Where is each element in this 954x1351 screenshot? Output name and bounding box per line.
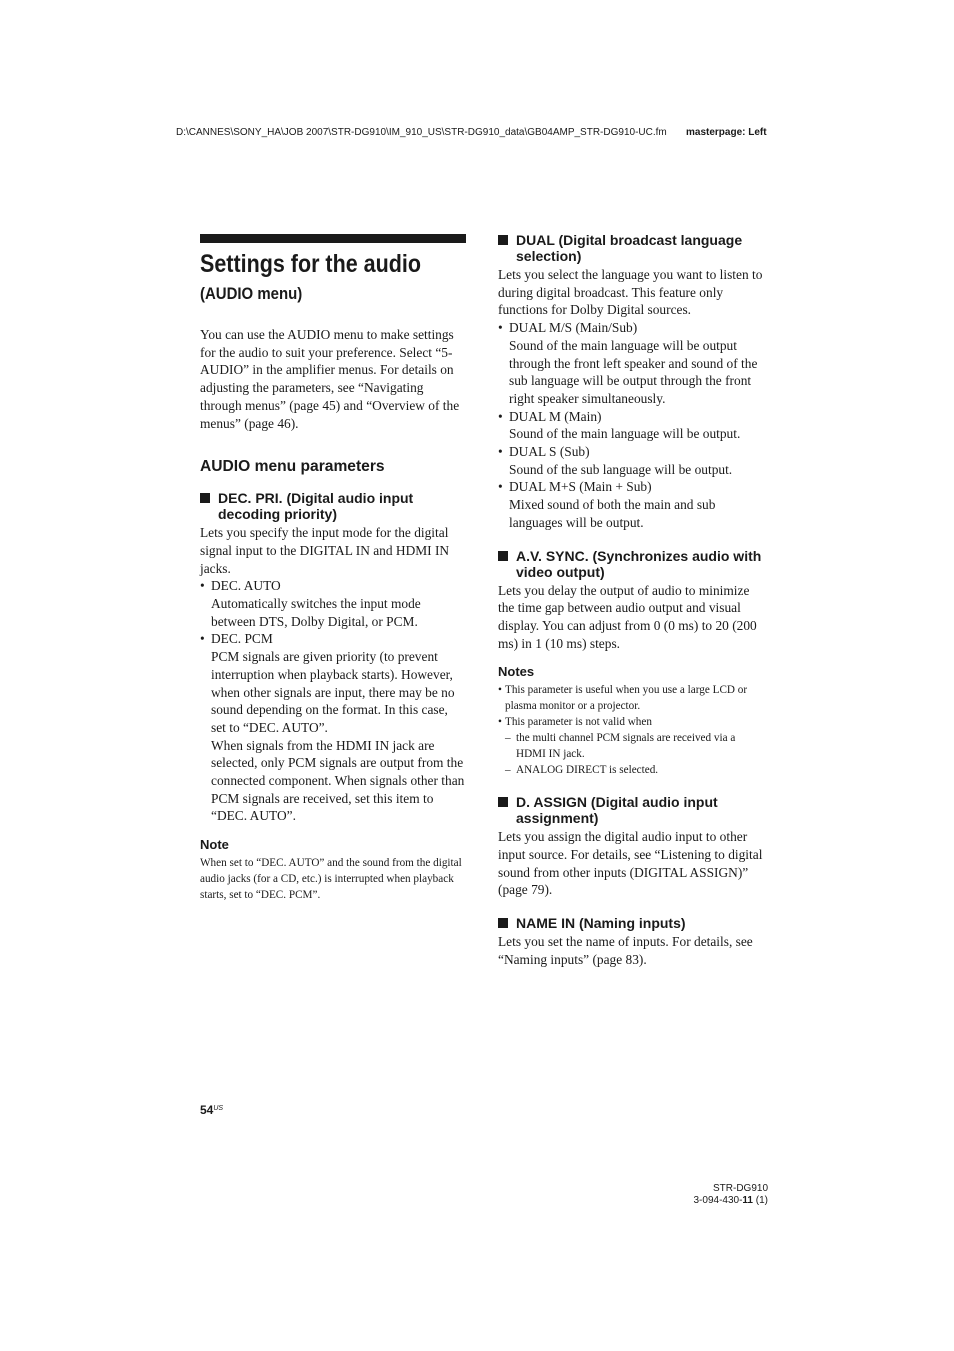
list-item <box>498 714 764 730</box>
bullet-icon: • <box>498 444 503 460</box>
dash-icon: – <box>505 732 511 745</box>
section-heading: AUDIO menu parameters <box>200 458 385 476</box>
code-prefix: 3-094-430- <box>693 1195 743 1206</box>
param-heading-dec-pri <box>200 490 466 522</box>
option-desc: PCM signals are given priority (to prevent interruption when playback starts). However, when other signals are input, there may be no sound depending on the format. In this case, set to “DEC. AUTO”. <box>211 649 455 735</box>
note-text: This parameter is useful when you use a large LCD or plasma monitor or a projector. <box>505 684 748 713</box>
param-body: Lets you specify the input mode for the digital signal input to the DIGITAL IN and HDMI IN jacks. <box>200 525 450 576</box>
bullet-icon: • <box>498 684 502 697</box>
code-bold: 11 <box>742 1195 753 1206</box>
list-item <box>498 319 764 408</box>
param-heading-text: DUAL (Digital broadcast language selection) <box>516 232 743 264</box>
square-bullet-icon <box>498 235 508 245</box>
option-desc: Mixed sound of both the main and sub languages will be output. <box>509 497 716 530</box>
square-bullet-icon <box>498 797 508 807</box>
list-item <box>498 443 764 478</box>
param-heading-text: A.V. SYNC. (Synchronizes audio with video output) <box>516 547 762 580</box>
param-heading-dual <box>498 232 764 264</box>
sub-notes-list <box>498 730 764 778</box>
note-text: ANALOG DIRECT is selected. <box>516 764 659 777</box>
param-body: Lets you select the language you want to listen to during digital broadcast. This feature only functions for Dolby Digital sources. <box>498 267 763 318</box>
option-desc: When signals from the HDMI IN jack are selected, only PCM signals are output from the connected component. When signals other than PCM signals are received, set this item to “DEC. AUTO”. <box>211 737 465 824</box>
param-body: Lets you delay the output of audio to minimize the time gap between audio output and visual display. You can adjust from 0 (0 ms) to 20 (200 ms) in 1 (10 ms) steps. <box>498 582 757 651</box>
masterpage-label: masterpage: Left <box>686 127 767 138</box>
page-number-value: 54 <box>200 1103 214 1117</box>
note-text: This parameter is not valid when <box>505 716 652 729</box>
model-name: STR-DG910 <box>712 1183 768 1194</box>
bullet-icon: • <box>498 320 503 336</box>
option-label: DEC. PCM <box>211 631 273 647</box>
square-bullet-icon <box>498 918 508 928</box>
page-subtitle: (AUDIO menu) <box>200 284 303 303</box>
bullet-icon: • <box>498 716 502 729</box>
intro-paragraph: You can use the AUDIO menu to make settings for the audio to suit your preference. Select “5-AUDIO” in the amplifier menus. For details on adjusting the parameters, see “Navigating through menus” (page 45) and “Overview of the menus” (page 46). <box>200 327 460 431</box>
option-label: DUAL M+S (Main + Sub) <box>509 479 652 495</box>
param-body: Lets you assign the digital audio input to other input source. For details, see “Listening to digital sound from other inputs (DIGITAL ASSIGN)” (page 79). <box>498 829 763 898</box>
param-heading-name-in <box>498 915 764 931</box>
option-desc: Sound of the main language will be output. <box>509 426 741 442</box>
bullet-icon: • <box>498 408 503 424</box>
list-item <box>200 577 466 630</box>
bullet-icon: • <box>498 479 503 495</box>
note-text: When set to “DEC. AUTO” and the sound from the digital audio jacks (for a CD, etc.) is interrupted when playback starts, set to “DEC. PCM”. <box>200 857 462 902</box>
model-info <box>600 1183 768 1207</box>
option-desc: Automatically switches the input mode between DTS, Dolby Digital, or PCM. <box>211 596 421 629</box>
list-item <box>498 478 764 531</box>
option-label: DUAL M/S (Main/Sub) <box>509 320 638 336</box>
note-text: the multi channel PCM signals are received via a HDMI IN jack. <box>516 732 736 761</box>
param-heading-av-sync <box>498 548 764 580</box>
square-bullet-icon <box>200 493 210 503</box>
dash-icon: – <box>505 764 511 777</box>
list-item <box>498 682 764 714</box>
param-body: Lets you set the name of inputs. For details, see “Naming inputs” (page 83). <box>498 934 753 967</box>
page-number <box>200 1103 223 1117</box>
page-title: Settings for the audio <box>200 250 421 278</box>
file-path: D:\CANNES\SONY_HA\JOB 2007\STR-DG910\IM_910_US\STR-DG910_data\GB04AMP_STR-DG910-UC.fm <box>176 127 667 138</box>
option-label: DUAL S (Sub) <box>509 444 590 460</box>
option-list <box>498 319 764 531</box>
option-label: DUAL M (Main) <box>509 408 602 424</box>
param-heading-text: D. ASSIGN (Digital audio input assignment) <box>516 794 718 827</box>
notes-list <box>498 682 764 730</box>
note-heading: Note <box>200 837 229 853</box>
param-heading-text: NAME IN (Naming inputs) <box>516 915 686 932</box>
bullet-icon: • <box>200 631 205 647</box>
bullet-icon: • <box>200 578 205 594</box>
option-list <box>200 577 466 825</box>
list-item <box>498 408 764 443</box>
title-rule <box>200 234 466 243</box>
list-item <box>498 762 764 778</box>
right-column <box>498 232 764 969</box>
param-heading-text: DEC. PRI. (Digital audio input decoding priority) <box>218 490 414 523</box>
page-suffix: US <box>213 1105 224 1112</box>
option-label: DEC. AUTO <box>211 578 281 594</box>
option-desc: Sound of the main language will be output through the front left speaker and sound of the sub language will be output through the front right speaker simultaneously. <box>509 337 758 406</box>
param-heading-d-assign <box>498 794 764 826</box>
square-bullet-icon <box>498 551 508 561</box>
notes-heading: Notes <box>498 664 535 680</box>
option-desc: Sound of the sub language will be output. <box>509 461 733 477</box>
code-suffix: (1) <box>753 1195 768 1206</box>
left-column <box>200 234 466 903</box>
model-code <box>600 1195 768 1207</box>
list-item <box>200 630 466 825</box>
list-item <box>498 730 764 762</box>
